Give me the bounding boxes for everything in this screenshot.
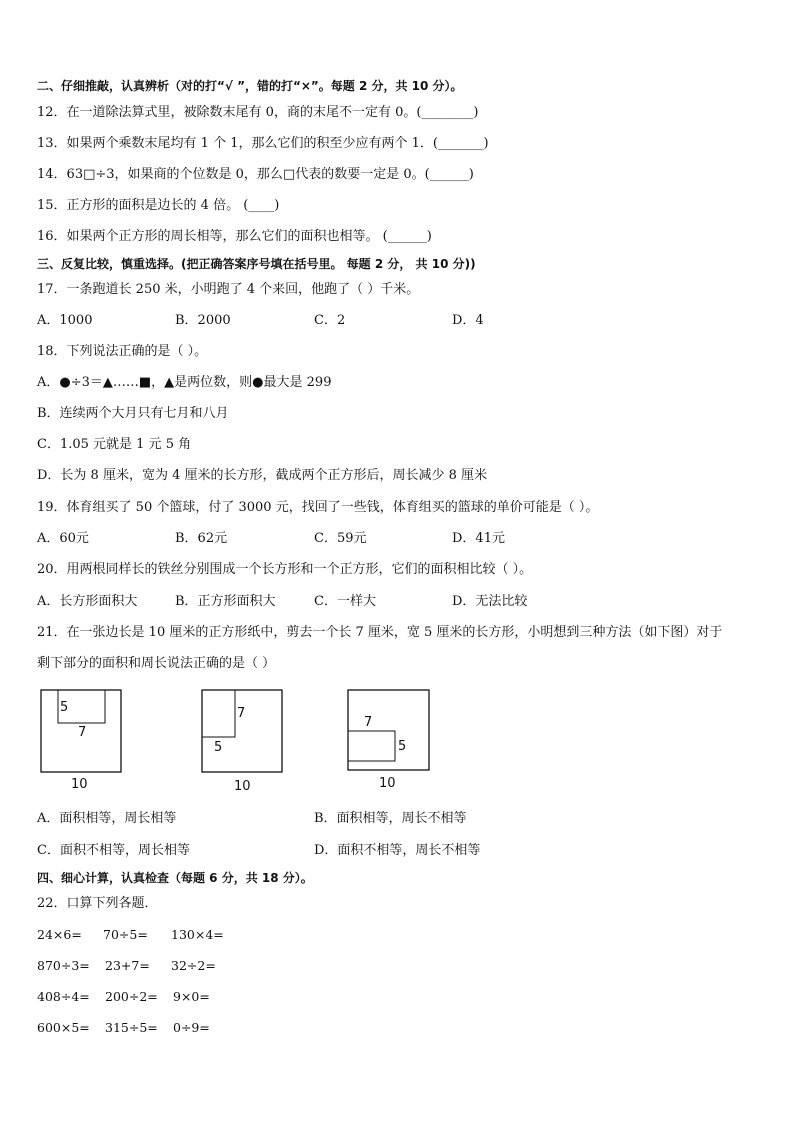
figure-2-label-10: 10 bbox=[234, 779, 251, 794]
q17-option-c: C．2 bbox=[314, 313, 346, 328]
calc-item: 315÷5= bbox=[105, 1020, 158, 1035]
figure-3-label-10: 10 bbox=[379, 776, 396, 791]
calc-item: 32÷2= bbox=[171, 958, 216, 973]
figure-1 bbox=[38, 688, 128, 793]
question-21-line-2: 剩下部分的面积和周长说法正确的是（ ） bbox=[37, 656, 276, 671]
q17-option-d: D．4 bbox=[452, 313, 484, 328]
calc-item: 200÷2= bbox=[105, 989, 158, 1004]
q20-option-d: D．无法比较 bbox=[452, 594, 528, 609]
figure-1-label-10: 10 bbox=[71, 777, 88, 792]
calc-item: 70÷5= bbox=[103, 927, 148, 942]
q17-option-b: B．2000 bbox=[175, 313, 231, 328]
question-20: 20．用两根同样长的铁丝分别围成一个长方形和一个正方形，它们的面积相比较（ ）。 bbox=[37, 562, 533, 577]
q19-option-a: A．60元 bbox=[37, 531, 89, 546]
q21-option-c: C．面积不相等，周长相等 bbox=[37, 843, 190, 858]
figure-3-cut-rect bbox=[348, 731, 395, 761]
q19-option-b: B．62元 bbox=[175, 531, 228, 546]
figure-2 bbox=[199, 688, 289, 796]
question-14: 14．63□÷3，如果商的个位数是 0，那么□代表的数要一定是 0。(______) bbox=[37, 167, 474, 182]
calc-item: 130×4= bbox=[171, 927, 224, 942]
figure-3-label-7: 7 bbox=[364, 715, 373, 730]
section-3-heading: 三、反复比较，慎重选择。(把正确答案序号填在括号里。 每题 2 分， 共 10 分)) bbox=[37, 257, 476, 271]
q20-option-a: A．长方形面积大 bbox=[37, 594, 138, 609]
figure-1-label-5: 5 bbox=[60, 700, 69, 715]
calc-item: 408÷4= bbox=[37, 989, 90, 1004]
q21-option-d: D．面积不相等，周长不相等 bbox=[314, 843, 481, 858]
calc-item: 600×5= bbox=[37, 1020, 90, 1035]
question-15: 15．正方形的面积是边长的 4 倍。 (____) bbox=[37, 198, 280, 213]
q18-option-a: A．●÷3＝▲……■，▲是两位数，则●最大是 299 bbox=[37, 375, 332, 390]
question-22: 22．口算下列各题． bbox=[37, 896, 158, 911]
q20-option-b: B．正方形面积大 bbox=[175, 594, 276, 609]
figure-2-square bbox=[202, 690, 282, 772]
q21-option-b: B．面积相等，周长不相等 bbox=[314, 811, 467, 826]
question-12: 12．在一道除法算式里，被除数末尾有 0，商的末尾不一定有 0。(________) bbox=[37, 105, 479, 120]
q17-option-a: A．1000 bbox=[37, 313, 93, 328]
figure-2-label-5: 5 bbox=[214, 740, 223, 755]
question-13: 13．如果两个乘数末尾均有 1 个 1，那么它们的积至少应有两个 1．(_______) bbox=[37, 136, 489, 151]
calc-item: 23+7= bbox=[105, 958, 150, 973]
figure-3 bbox=[345, 688, 435, 794]
section-4-heading: 四、细心计算，认真检查（每题 6 分，共 18 分）。 bbox=[37, 871, 313, 885]
q20-option-c: C．一样大 bbox=[314, 594, 376, 609]
q18-option-d: D．长为 8 厘米，宽为 4 厘米的长方形，截成两个正方形后，周长减少 8 厘米 bbox=[37, 468, 488, 483]
question-17: 17．一条跑道长 250 米，小明跑了 4 个来回，他跑了（ ）千米。 bbox=[37, 282, 420, 297]
figure-3-label-5: 5 bbox=[398, 739, 407, 754]
q18-option-c: C．1.05 元就是 1 元 5 角 bbox=[37, 437, 192, 452]
figure-2-cut-rect bbox=[202, 690, 235, 737]
question-18: 18．下列说法正确的是（ ）。 bbox=[37, 344, 208, 359]
calc-item: 24×6= bbox=[37, 927, 82, 942]
calc-item: 9×0= bbox=[173, 989, 210, 1004]
question-21-line-1: 21．在一张边长是 10 厘米的正方形纸中，剪去一个长 7 厘米，宽 5 厘米的长方形，小明想到三种方法（如下图）对于 bbox=[37, 625, 723, 640]
figure-1-label-7: 7 bbox=[78, 725, 87, 740]
q18-option-b: B．连续两个大月只有七月和八月 bbox=[37, 406, 229, 421]
question-19: 19．体育组买了 50 个篮球，付了 3000 元，找回了一些钱，体育组买的篮球的单价可能是（ ）。 bbox=[37, 500, 599, 515]
figure-3-square bbox=[348, 690, 429, 770]
section-2-heading: 二、仔细推敲，认真辨析（对的打“√ ”，错的打“×”。每题 2 分，共 10 分）。 bbox=[37, 79, 463, 93]
calc-item: 0÷9= bbox=[173, 1020, 210, 1035]
question-16: 16．如果两个正方形的周长相等，那么它们的面积也相等。 (______) bbox=[37, 229, 432, 244]
calc-item: 870÷3= bbox=[37, 958, 90, 973]
q19-option-d: D．41元 bbox=[452, 531, 505, 546]
figure-2-label-7: 7 bbox=[237, 706, 246, 721]
q19-option-c: C．59元 bbox=[314, 531, 367, 546]
q21-option-a: A．面积相等，周长相等 bbox=[37, 811, 177, 826]
